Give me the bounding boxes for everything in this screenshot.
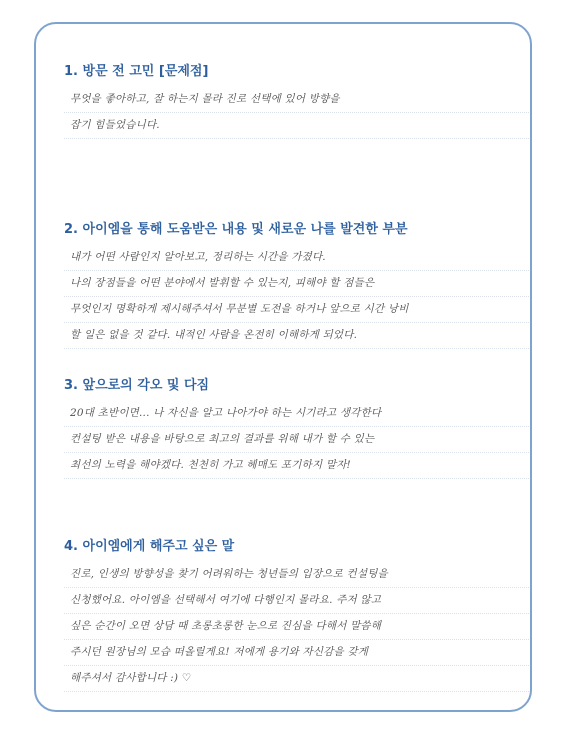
handwritten-line: 신청했어요. 아이엠을 선택해서 여기에 다행인지 몰라요. 주저 않고 (64, 588, 529, 614)
handwritten-line: 나의 장점들을 어떤 분야에서 발휘할 수 있는지, 피해야 할 점들은 (64, 271, 529, 297)
handwritten-line: 할 일은 없을 것 같다. 내적인 사람을 온전히 이해하게 되었다. (64, 323, 529, 349)
section-heading: 4. 아이엠에게 해주고 싶은 말 (64, 539, 235, 554)
handwritten-line: 내가 어떤 사람인지 알아보고, 정리하는 시간을 가졌다. (64, 245, 529, 271)
handwritten-line: 무엇인지 명확하게 제시해주셔서 무분별 도전을 하거나 앞으로 시간 낭비 (64, 297, 529, 323)
handwritten-line: 무엇을 좋아하고, 잘 하는지 몰라 진로 선택에 있어 방향을 (64, 87, 529, 113)
section-pre-visit-concerns (64, 60, 529, 139)
handwritten-line: 최선의 노력을 해야겠다. 천천히 가고 헤매도 포기하지 말자! (64, 453, 529, 479)
handwritten-line: 진로, 인생의 방향성을 찾기 어려워하는 청년들의 입장으로 컨설팅을 (64, 562, 529, 588)
handwritten-line: 싶은 순간이 오면 상담 때 초롱초롱한 눈으로 진심을 다해서 말씀해 (64, 614, 529, 640)
handwritten-line: 주시던 원장님의 모습 떠올릴게요! 저에게 용기와 자신감을 갖게 (64, 640, 529, 666)
section-message (64, 535, 529, 692)
handwritten-line: 해주셔서 감사합니다 :) ♡ (64, 666, 529, 692)
section-help-received (64, 218, 529, 349)
section-heading: 2. 아이엠을 통해 도움받은 내용 및 새로운 나를 발견한 부분 (64, 222, 408, 237)
section-resolution (64, 374, 529, 479)
handwritten-line: 20대 초반이면... 나 자신을 알고 나아가야 하는 시기라고 생각한다 (64, 401, 529, 427)
section-heading: 1. 방문 전 고민 [문제점] (64, 64, 209, 79)
handwritten-line: 컨설팅 받은 내용을 바탕으로 최고의 결과를 위해 내가 할 수 있는 (64, 427, 529, 453)
handwritten-line: 잡기 힘들었습니다. (64, 113, 529, 139)
section-heading: 3. 앞으로의 각오 및 다짐 (64, 378, 210, 393)
